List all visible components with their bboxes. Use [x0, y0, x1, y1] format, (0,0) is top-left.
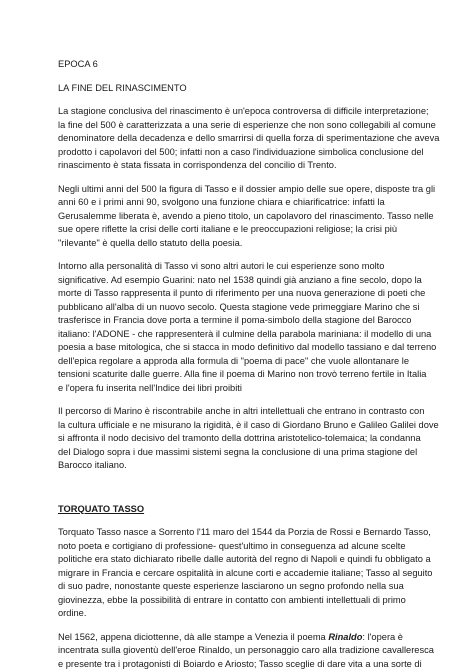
section-title: TORQUATO TASSO [58, 503, 424, 517]
paragraph-line: tensioni scaturite dalle guerre. Alla fine il poema di Marino non trovò terreno fertile in Italia [58, 368, 424, 382]
paragraph-line: la fine del 500 è caratterizzata a una serie di esperienze che non sono collegabili al comune [58, 119, 424, 133]
paragraph-line: prodotto i capolavori del 500; infatti non a caso l'individuazione simbolica conclusione del [58, 146, 424, 160]
paragraph-line: di suo padre, nonostante queste esperienze lasciarono un segno profondo nella sua [58, 580, 424, 594]
paragraph-line: migrare in Francia e cercare ospitalità in alcune corti e accademie italiane; Tasso al seguito [58, 567, 424, 581]
paragraph-line: sue opere riflette la crisi delle corti italiane e le preoccupazioni religiose; la crisi più [58, 223, 424, 237]
paragraph-line: si affronta il nodo decisivo del tramonto della dottrina aristotelico-tolemaica; la condanna [58, 432, 424, 446]
paragraph-line: trasferisce in Francia dove porta a termine il poma-simbolo della stagione del Barocco [58, 314, 424, 328]
paragraph-line: Intorno alla personalità di Tasso vi sono altri autori le cui esperienze sono molto [58, 260, 424, 274]
paragraph-line: significative. Ad esempio Guarini: nato nel 1538 quindi già anziano a fine secolo, dopo la [58, 274, 424, 288]
paragraph-line: "rilevante" è quella dello statuto della poesia. [58, 237, 424, 251]
paragraph-line: Torquato Tasso nasce a Sorrento l'11 maro del 1544 da Porzia de Rossi e Bernardo Tasso, [58, 526, 424, 540]
chapter-title: LA FINE DEL RINASCIMENTO [58, 82, 424, 96]
paragraph-line: ordine. [58, 607, 424, 621]
paragraph-line: rinascimento è stata fissata in corrispondenza del concilio di Trento. [58, 159, 424, 173]
paragraph-line: Negli ultimi anni del 500 la figura di Tasso e il dossier ampio delle sue opere, disposte tra gli [58, 183, 424, 197]
paragraph-line: e presente tra i protagonisti di Boiardo e Ariosto; Tasso sceglie di dare vita a una sorte di [58, 658, 424, 671]
paragraph-line: dell'epica regolare a approda alla formula di "poema di pace" che vuole allontanare le [58, 355, 424, 369]
paragraph-line: La stagione conclusiva del rinascimento è un'epoca controversa di difficile interpretazione; [58, 105, 424, 119]
line-text: Nel 1562, appena diciottenne, dà alle stampe a Venezia il poema [58, 632, 328, 642]
paragraph-line: italiano: l'ADONE - che rappresenterà il culmine della parabola mariniana: il modello di una [58, 328, 424, 342]
paragraph-line: del Dialogo sopra i due massimi sistemi segna la conclusione di una prima stagione del [58, 446, 424, 460]
chapter-body [58, 105, 424, 473]
paragraph [58, 260, 424, 395]
paragraph-line: giovinezza, ebbe la possibilità di entrare in contatto con ambienti intellettuali di primo [58, 594, 424, 608]
paragraph-line: la cultura ufficiale e ne misurano la rigidità, è il caso di Giordano Bruno e Galileo Galilei dove [58, 419, 424, 433]
paragraph-line: noto poeta e cortigiano di professione- quest'ultimo in conseguenza ad alcune scelte [58, 540, 424, 554]
paragraph-line: Il percorso di Marino è riscontrabile anche in altri intellettuali che entrano in contrasto con [58, 405, 424, 419]
line-text: : l'opera è [362, 632, 403, 642]
paragraph [58, 183, 424, 251]
paragraph-line: incentrata sulla gioventù dell'eroe Rinaldo, un personaggio caro alla tradizione cavalleresca [58, 644, 424, 658]
paragraph [58, 405, 424, 473]
paragraph-line: poesia a base mitologica, che si stacca in modo definitivo dal modello tassiano e dal terreno [58, 341, 424, 355]
paragraph-line: pubblicano all'alba di un nuovo secolo. Questa stagione vede primeggiare Marino che si [58, 301, 424, 315]
paragraph [58, 105, 424, 173]
section-body [58, 526, 424, 671]
paragraph-line: denominatore della decadenza e dello smarrirsi di quella forza di sperimentazione che aveva [58, 132, 424, 146]
paragraph-line: e l'opera fu inserita nell'Indice dei libri proibiti [58, 382, 424, 396]
paragraph [58, 631, 424, 671]
work-title: Rinaldo [328, 632, 362, 642]
paragraph-line [58, 631, 424, 645]
paragraph-line: politiche era stato dichiarato ribelle dalle autorità del regno di Napoli e quindi fu obbligato a [58, 553, 424, 567]
paragraph [58, 526, 424, 621]
paragraph-line: Gerusalemme liberata è, avendo a pieno titolo, un capolavoro del rinascimento. Tasso nelle [58, 210, 424, 224]
paragraph-line: morte di Tasso rappresenta il punto di riferimento per una nuova generazione di poeti che [58, 287, 424, 301]
paragraph-line: Barocco italiano. [58, 459, 424, 473]
paragraph-line: anni 60 e i primi anni 90, svolgono una funzione chiara e chiarificatrice: infatti la [58, 196, 424, 210]
epoch-label: EPOCA 6 [58, 58, 424, 72]
